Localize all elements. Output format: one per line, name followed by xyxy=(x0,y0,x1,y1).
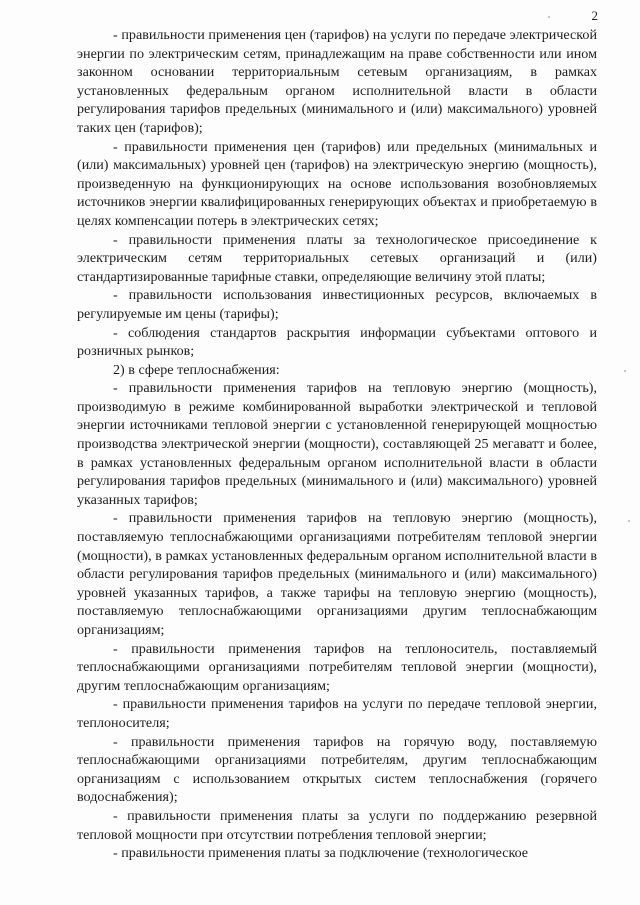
page-number: 2 xyxy=(591,8,598,23)
paragraph: - правильности применения тарифов на тепловую энергию (мощность), поставляемую теплоснабжающими организациями потребителям тепловой энергии (мощности), в рамках установленных федеральным органом исполнительной власти в области регулирования тарифов предельных (минимального и (или) максимального) уровней указанных тарифов, а также тарифы на тепловую энергию (мощность), поставляемую теплоснабжающими организациями другим теплоснабжающим организациям; xyxy=(77,510,597,638)
paragraph: - правильности применения тарифов на тепловую энергию (мощность), производимую в режиме комбинированной выработки электрической и тепловой энергии источниками тепловой энергии с установленной генерирующей мощностью производства электрической энергии (мощности), составляющей 25 мегаватт и более, в рамках установленных федеральным органом исполнительной власти в области регулирования тарифов предельных (минимального и (или) максимального) уровней указанных тарифов; xyxy=(77,380,597,508)
paragraph: - правильности применения цен (тарифов) или предельных (минимальных и (или) максимальных) уровней цен (тарифов) на электрическую энергию (мощность), произведенную на функционирующих на основе использования возобновляемых источников энергии квалифицированных генерирующих объектах и приобретаемую в целях компенсации потерь в электрических сетях; xyxy=(77,138,597,229)
paragraph: - правильности применения тарифов на услуги по передаче тепловой энергии, теплоносителя; xyxy=(77,696,597,731)
paragraph: - правильности применения платы за услуги по поддержанию резервной тепловой мощности при отсутствии потребления тепловой энергии; xyxy=(77,807,597,843)
scan-speck xyxy=(624,370,626,372)
scan-speck xyxy=(628,520,630,522)
section-heading: 2) в сфере теплоснабжения: xyxy=(113,361,280,378)
paragraph: - правильности применения тарифов на горячую воду, поставляемую теплоснабжающими организациями потребителям, другим теплоснабжающим организациям с использованием открытых систем теплоснабжения (горячего водоснабжения); xyxy=(77,733,597,806)
document-body xyxy=(77,26,597,863)
paragraph: - соблюдения стандартов раскрытия информации субъектами оптового и розничных рынков; xyxy=(77,324,597,360)
paragraph: - правильности применения цен (тарифов) на услуги по передаче электрической энергии по электрическим сетям, принадлежащим на праве собственности или ином законном основании территориальным сетевым организациям, в рамках установленных федеральным органом исполнительной власти в области регулирования тарифов предельных (минимального и (или) максимального) уровней таких цен (тарифов); xyxy=(77,27,597,136)
paragraph: - правильности использования инвестиционных ресурсов, включаемых в регулируемые им цены (тарифы); xyxy=(77,287,597,322)
paragraph: - правильности применения платы за подключение (технологическое xyxy=(113,845,529,862)
paragraph: - правильности применения платы за технологическое присоединение к электрическим сетям территориальных сетевых организаций и (или) стандартизированные тарифные ставки, определяющие величину этой платы; xyxy=(77,231,597,285)
paragraph: - правильности применения тарифов на теплоноситель, поставляемый теплоснабжающими организациями потребителям тепловой энергии (мощности), другим теплоснабжающим организациям; xyxy=(77,640,597,694)
scan-speck xyxy=(548,16,550,18)
